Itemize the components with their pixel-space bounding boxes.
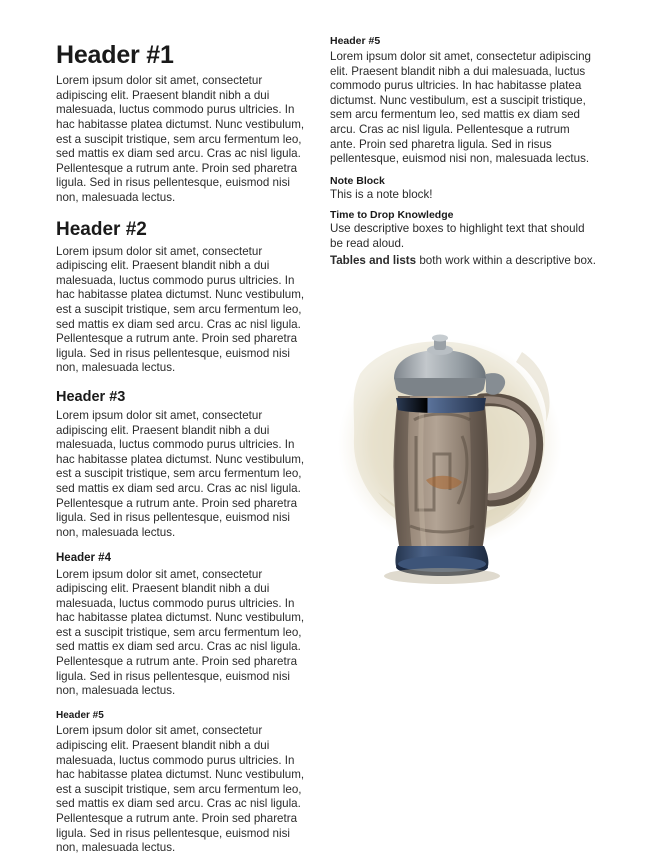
section-header-5: Header #5 — [56, 709, 104, 721]
stein-body — [394, 396, 489, 550]
section-header-4: Header #4 — [56, 552, 111, 565]
beer-stein-illustration — [330, 304, 598, 594]
descriptive-box-text: Use descriptive boxes to highlight text that should be read aloud. — [330, 222, 585, 250]
note-block-title: Note Block — [330, 174, 385, 187]
descriptive-box-title: Time to Drop Knowledge — [330, 209, 454, 222]
right-paragraph: Lorem ipsum dolor sit amet, consectetur adipiscing elit. Praesent blandit nibh a dui malesuada, luctus commodo purus ultricies. In hac habitasse platea dictumst. Nunc vestibulum, est a suscipit tristique, sem arcu fermentum leo, sed mattis ex diam sed arcu. Cras ac nisl ligula. Pellentesque a rutrum ante. Proin sed pharetra ligula. Sed in risus pellentesque, euismod nisi non, malesuada lectus. — [330, 50, 591, 166]
paragraph-5: Lorem ipsum dolor sit amet, consectetur adipiscing elit. Praesent blandit nibh a dui malesuada, luctus commodo purus ultricies. In hac habitasse platea dictumst. Nunc vestibulum, est a suscipit tristique, sem arcu fermentum leo, sed mattis ex diam sed arcu. Cras ac nisl ligula. Pellentesque a rutrum ante. Proin sed pharetra ligula. Sed in risus pellentesque, euismod nisi non, malesuada lectus. — [56, 724, 305, 855]
tables-lists-note — [330, 254, 598, 269]
tables-lists-bold: Tables and lists — [330, 253, 417, 267]
page-title: Header #1 — [56, 41, 174, 69]
right-section-header-5: Header #5 — [330, 35, 381, 47]
beer-stein-svg — [330, 304, 598, 594]
left-column — [56, 36, 314, 858]
stein-shadow — [384, 568, 500, 584]
right-column — [330, 36, 598, 594]
section-header-2: Header #2 — [56, 218, 147, 240]
paragraph-4: Lorem ipsum dolor sit amet, consectetur adipiscing elit. Praesent blandit nibh a dui malesuada, luctus commodo purus ultricies. In hac habitasse platea dictumst. Nunc vestibulum, est a suscipit tristique, sem arcu fermentum leo, sed mattis ex diam sed arcu. Cras ac nisl ligula. Pellentesque a rutrum ante. Proin sed pharetra ligula. Sed in risus pellentesque, euismod nisi non, malesuada lectus. — [56, 567, 305, 698]
section-header-3: Header #3 — [56, 388, 126, 405]
paragraph-2: Lorem ipsum dolor sit amet, consectetur adipiscing elit. Praesent blandit nibh a dui malesuada, luctus commodo purus ultricies. In hac habitasse platea dictumst. Nunc vestibulum, est a suscipit tristique, sem arcu fermentum leo, sed mattis ex diam sed arcu. Cras ac nisl ligula. Pellentesque a rutrum ante. Proin sed pharetra ligula. Sed in risus pellentesque, euismod nisi non, malesuada lectus. — [56, 244, 305, 375]
tables-lists-rest: both work within a descriptive box. — [416, 253, 596, 267]
paragraph-1: Lorem ipsum dolor sit amet, consectetur adipiscing elit. Praesent blandit nibh a dui malesuada, luctus commodo purus ultricies. In hac habitasse platea dictumst. Nunc vestibulum, est a suscipit tristique, sem arcu fermentum leo, sed mattis ex diam sed arcu. Cras ac nisl ligula. Pellentesque a rutrum ante. Proin sed pharetra ligula. Sed in risus pellentesque, euismod nisi non, malesuada lectus. — [56, 74, 305, 204]
stein-collar — [396, 398, 486, 413]
paragraph-3: Lorem ipsum dolor sit amet, consectetur adipiscing elit. Praesent blandit nibh a dui malesuada, luctus commodo purus ultricies. In hac habitasse platea dictumst. Nunc vestibulum, est a suscipit tristique, sem arcu fermentum leo, sed mattis ex diam sed arcu. Cras ac nisl ligula. Pellentesque a rutrum ante. Proin sed pharetra ligula. Sed in risus pellentesque, euismod nisi non, malesuada lectus. — [56, 409, 305, 539]
note-block-text: This is a note block! — [330, 187, 433, 201]
